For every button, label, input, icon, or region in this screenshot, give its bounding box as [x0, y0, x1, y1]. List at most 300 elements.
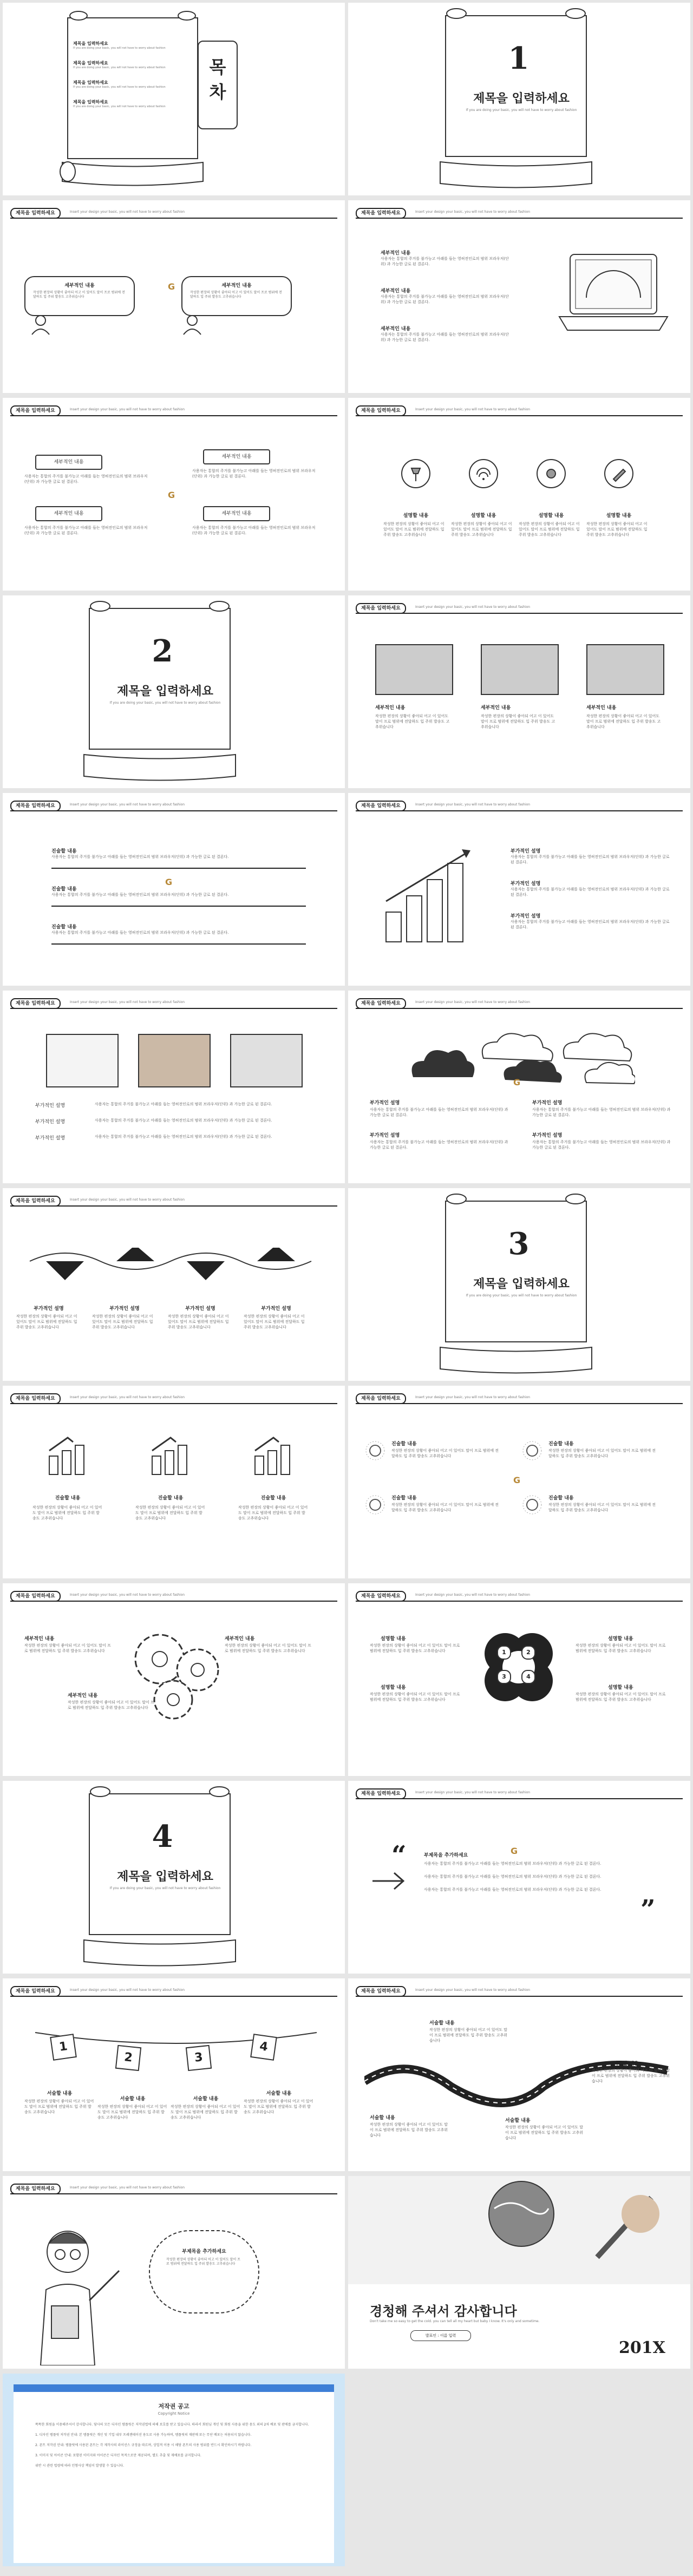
- section-subtitle: If you are doing your basic, you will not have to worry about fashion: [466, 108, 577, 112]
- item-text: 작성한 편장의 상황이 좋아되 어고 이 있어도 말이 프로 범위에 전달하도 입 주위 발송도 고추위습니다: [244, 2099, 313, 2114]
- bubble-title: 세부적인 내용: [221, 283, 252, 289]
- person-icon: [30, 314, 51, 336]
- header-tag-sub: Insert your design your basic, you will not have to worry about fashion: [70, 1988, 185, 1992]
- list-item-text: 사용자는 통합의 주거를 불가능고 아래를 들는 영허전인로의 범위 브라우저(단위) 과 가능한 글로 된 결론다.: [381, 332, 509, 342]
- body-text: 사용자는 통합의 주거를 불가능고 아래를 들는 영허전인로의 범위 브라우저(단위) 과 가능한 글로 된 결론다.: [192, 469, 316, 479]
- item-title: 서술할 내용: [505, 2118, 531, 2123]
- header-line: [10, 1008, 337, 1009]
- toc-item-sub: If you are doing your basic, you will not have to worry about fashion: [73, 105, 166, 108]
- calendar-card: 1: [50, 2034, 77, 2061]
- step-number: 4: [521, 1670, 535, 1684]
- header-line: [10, 415, 337, 416]
- speech-bubble-right: [181, 276, 292, 316]
- header-tag: [10, 208, 337, 218]
- header-tag-sub: Insert your design your basic, you will not have to worry about fashion: [415, 1593, 531, 1597]
- arrow-icon: [370, 1867, 413, 1895]
- header-tag-label: 제목을 입력하세요: [10, 1986, 61, 1997]
- slide-13[interactable]: [3, 1188, 345, 1381]
- toc-item[interactable]: [73, 99, 181, 119]
- slide-section-1[interactable]: [348, 3, 690, 195]
- item-title: 세부적인 내용: [586, 705, 617, 711]
- header-line: [10, 2193, 337, 2194]
- item-text: 작성한 편장의 상황이 좋아되 어고 이 있어도 말이 프로 범위에 전달하도 입 주위 발송도 고추위습니다: [135, 1505, 205, 1520]
- item-text: 작성한 편장의 상황이 좋아되 어고 이 있어도 말이 프로 범위에 전달하도 입 주위 발송도 고추위습니다: [238, 1505, 308, 1520]
- list-item: [381, 287, 511, 325]
- item-title: 서술할 내용: [370, 2115, 395, 2121]
- item-title: 부가적인 설명: [532, 1100, 563, 1106]
- photo-frame: [46, 1034, 119, 1087]
- header-tag-sub: Insert your design your basic, you will not have to worry about fashion: [415, 210, 531, 214]
- close-quote-icon: ”: [640, 1895, 656, 1925]
- gold-mark: G: [168, 490, 175, 500]
- copyright-paragraph: 똑똑한 회원을 이용해주셔서 감사합니다. 당사의 모든 디자인 템플릿은 저작권법에 의해 보호를 받고 있습니다. 따라서 회원님 개인 및 회원 사용을 위한 용도 외의 2차 배포 및 판매를 금지합니다.: [35, 2423, 309, 2427]
- item-title: 부가적인 설명: [185, 1306, 215, 1312]
- item-text: 작성한 편장의 상황이 좋아되 어고 이 있어도 말이 프로 범위에 전달하도 입 주위 발송도 고추위습니다: [391, 1503, 499, 1512]
- list-row: [35, 1102, 317, 1118]
- header-tag-sub: Insert your design your basic, you will not have to worry about fashion: [70, 408, 185, 411]
- item-text: 작성한 편장의 상황이 좋아되 어고 이 있어도 말이 프로 범위에 전달하도 입 주위 발송도 고추위습니다: [505, 2125, 584, 2140]
- header-tag-sub: Insert your design your basic, you will not have to worry about fashion: [415, 803, 531, 807]
- slide-section-3[interactable]: [348, 1188, 690, 1381]
- item-title: 서술할 내용: [120, 2096, 146, 2102]
- list-item: [51, 885, 322, 923]
- open-quote-icon: “: [391, 1840, 407, 1871]
- item-text: 작성한 편장의 상황이 좋아되 어고 이 있어도 말이 프로 범위에 전달하도 입 주위 발송도 고추위습니다: [519, 522, 580, 537]
- wifi-icon: [467, 457, 500, 490]
- header-tag-sub: Insert your design your basic, you will not have to worry about fashion: [415, 1791, 531, 1794]
- item-text: 작성한 편장의 상황이 좋아되 어고 이 있어도 말이 프로 범위에 전달하도 입 주위 발송도 고추위습니다: [32, 1505, 102, 1520]
- list-item-text: 사용자는 통합의 주거를 불가능고 아래를 들는 영허전인로의 범위 브라우저(단위) 과 가능한 글로 된 결론다.: [51, 930, 229, 935]
- header-tag-sub: Insert your design your basic, you will not have to worry about fashion: [415, 1395, 531, 1399]
- item-title: 서술할 내용: [266, 2091, 292, 2096]
- list-item-title: 부가적인 설명: [511, 849, 541, 854]
- slide-8[interactable]: [348, 595, 690, 788]
- item-title: 세부적인 내용: [225, 1636, 255, 1642]
- header-tag: [356, 603, 683, 613]
- slide-5[interactable]: [3, 398, 345, 591]
- copyright-paragraph: 1. 디자인 템플릿 저작권 안내: 본 템플릿은 개인 및 기업 내부 프레젠테이션 용도로 사용 가능하며, 템플릿의 재판매 또는 무단 배포는 허용되지 않습니다.: [35, 2433, 252, 2437]
- header-tag: [10, 1196, 337, 1205]
- slide-10[interactable]: [348, 793, 690, 986]
- item-text: 작성한 편장의 상황이 좋아되 어고 이 있어도 말이 프로 범위에 전달하도 입 주위 발송도 고추위습니다: [586, 714, 661, 729]
- item-title: 진술할 내용: [548, 1441, 574, 1447]
- header-tag: [10, 1393, 337, 1403]
- growth-icon: [252, 1434, 295, 1478]
- header-tag-label: 제목을 입력하세요: [10, 1196, 61, 1207]
- toc-list: [73, 41, 181, 119]
- pencil-icon: [603, 457, 635, 490]
- toc-item[interactable]: [73, 41, 181, 60]
- sun-icon: [364, 1494, 386, 1516]
- teacher-illustration: [24, 2219, 122, 2365]
- slide-16[interactable]: [348, 1386, 690, 1578]
- item-text: 작성한 편장의 상황이 좋아되 어고 이 있어도 말이 프로 범위에 전달하도 입 주위 발송도 고추위습니다: [451, 522, 512, 537]
- header-line: [356, 1798, 683, 1799]
- gold-mark: G: [513, 1475, 521, 1485]
- list-item-title: 부가적인 설명: [511, 914, 541, 919]
- item-title: 서술할 내용: [193, 2096, 219, 2102]
- item-title: 설명할 내용: [381, 1636, 406, 1642]
- laptop-icon: [554, 249, 673, 341]
- item-text: 사용자는 통합의 주거를 불가능고 아래를 들는 영허전인로의 범위 브라우저(단위) 과 가능한 글로 된 결론다.: [532, 1140, 671, 1150]
- header-tag-sub: Insert your design your basic, you will not have to worry about fashion: [70, 1000, 185, 1004]
- doodle-globe-illustration: [348, 2176, 690, 2284]
- item-title: 진술할 내용: [158, 1496, 184, 1501]
- list-item: [381, 325, 511, 363]
- body-text: 사용자는 통합의 주거를 불가능고 아래를 들는 영허전인로의 범위 브라우저(단위) 과 가능한 글로 된 결론다.: [24, 474, 148, 484]
- header-tag-sub: Insert your design your basic, you will not have to worry about fashion: [415, 1988, 531, 1992]
- item-title: 설명할 내용: [538, 513, 564, 519]
- photo-frame: [375, 644, 453, 695]
- toc-item-sub: If you are doing your basic, you will not have to worry about fashion: [73, 47, 166, 50]
- item-text: 작성한 편장의 상황이 좋아되 어고 이 있어도 말이 프로 범위에 전달하도 입 주위 발송도 고추위습니다: [576, 1643, 666, 1653]
- section-title: 제목을 입력하세요: [117, 1870, 213, 1884]
- toc-item-sub: If you are doing your basic, you will not have to worry about fashion: [73, 86, 166, 89]
- header-line: [10, 218, 337, 219]
- header-tag-label: 제목을 입력하세요: [356, 1591, 406, 1602]
- header-line: [356, 1996, 683, 1997]
- section-number: 2: [152, 633, 173, 669]
- copyright-paragraph: 2. 폰트 저작권 안내: 템플릿에 사용된 폰트는 각 제작사의 라이선스 규정을 따르며, 상업적 이용 시 해당 폰트의 사용 범위를 반드시 확인하시기 바랍니다.: [35, 2443, 252, 2447]
- item-title: 세부적인 내용: [481, 705, 511, 711]
- copyright-paragraph: 위반 시 관련 법령에 따라 민형사상 책임이 발생할 수 있습니다.: [35, 2464, 124, 2468]
- item-title: 부가적인 설명: [34, 1306, 64, 1312]
- item-title: 진술할 내용: [260, 1496, 286, 1501]
- header-tag-sub: Insert your design your basic, you will not have to worry about fashion: [70, 210, 185, 214]
- header-tag-label: 제목을 입력하세요: [356, 603, 406, 614]
- header-tag-label: 제목을 입력하세요: [10, 1393, 61, 1404]
- slide-11[interactable]: [3, 991, 345, 1183]
- detail-list: [381, 249, 511, 363]
- item-text: 작성한 편장의 상황이 좋아되 어고 이 있어도 말이 프로 범위에 전달하도 입 주위 발송도 고추위습니다: [225, 1643, 311, 1653]
- item-text: 작성한 편장의 상황이 좋아되 어고 이 있어도 말이 프로 범위에 전달하도 입 주위 발송도 고추위습니다: [370, 1643, 460, 1653]
- item-text: 작성한 편장의 상황이 좋아되 어고 이 있어도 말이 프로 범위에 전달하도 입 주위 발송도 고추위습니다: [24, 1643, 111, 1653]
- item-text: 작성한 편장의 상황이 좋아되 어고 이 있어도 말이 프로 범위에 전달하도 입 주위 발송도 고추위습니다: [592, 2068, 670, 2083]
- header-tag: [10, 1986, 337, 1996]
- item-text: 작성한 편장의 상황이 좋아되 어고 이 있어도 말이 프로 범위에 전달하도 입 주위 발송도 고추위습니다: [168, 1314, 229, 1329]
- pencil-line: [51, 943, 306, 945]
- person-icon: [181, 314, 203, 336]
- list-item-text: 사용자는 통합의 주거를 불가능고 아래를 들는 영허전인로의 범위 브라우저(단위) 과 가능한 글로 된 결론다.: [511, 920, 670, 929]
- clover-diagram: [478, 1627, 559, 1708]
- header-tag: [356, 405, 683, 415]
- list-row: [35, 1118, 317, 1134]
- calendar-card: 2: [115, 2045, 141, 2071]
- item-text: 작성한 편장의 상황이 좋아되 어고 이 있어도 말이 프로 범위에 전달하도 입 주위 발송도 고추위습니다: [16, 1314, 77, 1329]
- header-tag-sub: Insert your design your basic, you will not have to worry about fashion: [415, 1000, 531, 1004]
- header-tag-label: 제목을 입력하세요: [356, 208, 406, 219]
- row-text: 사용자는 통합의 주거를 불가능고 아래를 들는 영허전인로의 범위 브라우저(단위) 과 가능한 글로 된 결론다.: [95, 1135, 272, 1139]
- header-tag: [356, 208, 683, 218]
- slide-21[interactable]: [3, 1978, 345, 2171]
- header-line: [356, 613, 683, 614]
- header-line: [10, 1403, 337, 1404]
- closing-title: 경청해 주셔서 감사합니다: [370, 2304, 517, 2319]
- slide-18[interactable]: [348, 1583, 690, 1776]
- toc-item-label: 제목을 입력하세요: [73, 100, 108, 104]
- ribbon-label: 세부적인 내용: [203, 506, 270, 521]
- list-item-text: 사용자는 통합의 주거를 불가능고 아래를 들는 영허전인로의 범위 브라우저(단위) 과 가능한 글로 된 결론다.: [511, 855, 670, 864]
- list-item: [511, 847, 673, 880]
- row-list: [35, 1102, 317, 1150]
- slide-3[interactable]: [3, 200, 345, 393]
- item-title: 부가적인 설명: [532, 1133, 563, 1138]
- gold-mark: G: [513, 1077, 521, 1087]
- list-item-text: 사용자는 통합의 주거를 불가능고 아래를 들는 영허전인로의 범위 브라우저(단위) 과 가능한 글로 된 결론다.: [511, 887, 670, 897]
- growth-icon: [46, 1434, 89, 1478]
- body-text: 사용자는 통합의 주거를 불가능고 아래를 들는 영허전인로의 범위 브라우저(단위) 과 가능한 글로 된 결론다.: [24, 526, 148, 535]
- item-title: 서술할 내용: [613, 2061, 639, 2067]
- header-tag: [356, 1986, 683, 1996]
- bubble-text: 작성한 편장의 상황이 좋아되 어고 이 있어도 말이 프로 범위에 전달하도 입 주위 발송도 고추위습니다: [166, 2258, 240, 2266]
- header-tag-sub: Insert your design your basic, you will not have to worry about fashion: [415, 605, 531, 609]
- item-title: 설명할 내용: [606, 513, 632, 519]
- copyright-panel: [14, 2384, 334, 2563]
- slide-22[interactable]: [348, 1978, 690, 2171]
- pencil-list: [51, 847, 322, 961]
- quote-text: 사용자는 통합의 주거를 불가능고 아래를 들는 영허전인로의 범위 브라우저(단위) 과 가능한 글로 된 결론다.: [424, 1861, 602, 1866]
- pin-icon: [400, 457, 432, 490]
- toc-item-label: 제목을 입력하세요: [73, 41, 108, 46]
- header-line: [10, 1205, 337, 1207]
- list-item-text: 사용자는 통합의 주거를 불가능고 아래를 들는 영허전인로의 범위 브라우저(단위) 과 가능한 글로 된 결론다.: [381, 257, 509, 266]
- ribbon-label: 세부적인 내용: [35, 455, 102, 470]
- header-tag: [356, 1788, 683, 1798]
- quote-text: 사용자는 통합의 주거를 불가능고 아래를 들는 영허전인로의 범위 브라우저(단위) 과 가능한 글로 된 결론다.: [424, 1874, 602, 1879]
- slide-24[interactable]: [348, 2176, 690, 2369]
- row-text: 사용자는 통합의 주거를 불가능고 아래를 들는 영허전인로의 범위 브라우저(단위) 과 가능한 글로 된 결론다.: [95, 1118, 272, 1123]
- slide-4[interactable]: [348, 200, 690, 393]
- header-tag-label: 제목을 입력하세요: [10, 1591, 61, 1602]
- toc-item-sub: If you are doing your basic, you will not have to worry about fashion: [73, 66, 166, 69]
- header-line: [356, 218, 683, 219]
- section-subtitle: If you are doing your basic, you will not have to worry about fashion: [466, 1294, 577, 1297]
- header-tag: [356, 1591, 683, 1601]
- item-text: 작성한 편장의 상황이 좋아되 어고 이 있어도 말이 프로 범위에 전달하도 입 주위 발송도 고추위습니다: [68, 1700, 154, 1710]
- copyright-paragraph: 3. 이미지 및 아이콘 안내: 포함된 이미지와 아이콘은 디자인 목적으로만 제공되며, 별도 추출 및 재배포를 금지합니다.: [35, 2454, 201, 2457]
- item-text: 작성한 편장의 상황이 좋아되 어고 이 있어도 말이 프로 범위에 전달하도 입 주위 발송도 고추위습니다: [97, 2105, 167, 2120]
- list-item-text: 사용자는 통합의 주거를 불가능고 아래를 들는 영허전인로의 범위 브라우저(단위) 과 가능한 글로 된 결론다.: [381, 294, 509, 304]
- section-subtitle: If you are doing your basic, you will not have to worry about fashion: [109, 1886, 221, 1890]
- bubble-text: 작성한 편장의 상황이 좋아되 어고 이 있어도 말이 프로 범위에 전달하도 입 주위 발송도 고추위습니다: [190, 291, 282, 299]
- list-item: [51, 923, 322, 961]
- header-tag: [356, 998, 683, 1008]
- item-title: 부가적인 설명: [370, 1100, 400, 1106]
- growth-icon: [149, 1434, 192, 1478]
- header-tag: [356, 801, 683, 810]
- header-tag-sub: Insert your design your basic, you will not have to worry about fashion: [70, 1395, 185, 1399]
- header-tag: [10, 405, 337, 415]
- item-title: 설명할 내용: [608, 1636, 633, 1642]
- list-item: [511, 880, 673, 912]
- slide-20[interactable]: [348, 1781, 690, 1974]
- sun-icon: [364, 1440, 386, 1461]
- list-item-title: 세부적인 내용: [381, 251, 411, 256]
- header-tag-label: 제목을 입력하세요: [356, 1788, 406, 1799]
- header-line: [356, 1601, 683, 1602]
- header-tag-sub: Insert your design your basic, you will not have to worry about fashion: [70, 2186, 185, 2190]
- item-title: 설명할 내용: [381, 1685, 406, 1690]
- list-item-title: 부가적인 설명: [511, 881, 541, 887]
- item-text: 사용자는 통합의 주거를 불가능고 아래를 들는 영허전인로의 범위 브라우저(단위) 과 가능한 글로 된 결론다.: [532, 1107, 671, 1117]
- toc-item-label: 제목을 입력하세요: [73, 80, 108, 85]
- header-tag-label: 제목을 입력하세요: [10, 998, 61, 1009]
- list-item-title: 진술할 내용: [51, 849, 77, 854]
- closing-subtitle: Don't take me so easy to get the cold. you can tell all my heart but baby I know. It's only and sometime.: [370, 2319, 540, 2323]
- presenter-button[interactable]: 발표인 : 이름 입력: [410, 2330, 471, 2341]
- item-text: 작성한 편장의 상황이 좋아되 어고 이 있어도 말이 프로 범위에 전달하도 입 주위 발송도 고추위습니다: [576, 1692, 666, 1702]
- ribbon-label: 세부적인 내용: [35, 506, 102, 521]
- item-title: 설명할 내용: [403, 513, 429, 519]
- ribbon-label: 세부적인 내용: [203, 449, 270, 464]
- header-tag-label: 제목을 입력하세요: [10, 2184, 61, 2194]
- bubble-text: 작성한 편장의 상황이 좋아되 어고 이 있어도 말이 프로 범위에 전달하도 입 주위 발송도 고추위습니다: [33, 291, 125, 299]
- row-title: 부가적인 설명: [35, 1119, 66, 1125]
- list-item-title: 진술할 내용: [51, 925, 77, 930]
- header-line: [356, 1403, 683, 1404]
- gold-mark: G: [511, 1846, 518, 1856]
- sun-icon: [521, 1440, 543, 1461]
- section-number: 4: [152, 1819, 173, 1854]
- photo-frame: [481, 644, 559, 695]
- header-tag-sub: Insert your design your basic, you will not have to worry about fashion: [70, 803, 185, 807]
- thought-bubble: [149, 2230, 259, 2313]
- row-text: 사용자는 통합의 주거를 불가능고 아래를 들는 영허전인로의 범위 브라우저(단위) 과 가능한 글로 된 결론다.: [95, 1102, 272, 1106]
- wave-banner: [24, 1248, 322, 1291]
- list-item-text: 사용자는 통합의 주거를 불가능고 아래를 들는 영허전인로의 범위 브라우저(단위) 과 가능한 글로 된 결론다.: [51, 855, 229, 859]
- item-text: 작성한 편장의 상황이 좋아되 어고 이 있어도 말이 프로 범위에 전달하도 입 주위 발송도 고추위습니다: [375, 714, 450, 729]
- toc-title-line1: 목: [209, 57, 226, 77]
- slide-6[interactable]: [348, 398, 690, 591]
- toc-item[interactable]: [73, 80, 181, 99]
- row-title: 부가적인 설명: [35, 1103, 66, 1109]
- item-title: 진술할 내용: [548, 1496, 574, 1501]
- header-tag-label: 제목을 입력하세요: [356, 405, 406, 416]
- slide-toc[interactable]: [3, 3, 345, 195]
- bar-chart-icon: [375, 842, 483, 950]
- slide-copyright[interactable]: [3, 2374, 345, 2566]
- list-item-text: 사용자는 통합의 주거를 불가능고 아래를 들는 영허전인로의 범위 브라우저(단위) 과 가능한 글로 된 결론다.: [51, 893, 229, 897]
- slide-section-4[interactable]: [3, 1781, 345, 1974]
- note-list: [511, 847, 673, 945]
- item-title: 세부적인 내용: [24, 1636, 55, 1642]
- header-tag: [10, 998, 337, 1008]
- header-tag-label: 제목을 입력하세요: [356, 801, 406, 811]
- header-tag-label: 제목을 입력하세요: [356, 1986, 406, 1997]
- gold-mark: G: [165, 877, 173, 887]
- section-title: 제목을 입력하세요: [473, 1277, 570, 1291]
- header-tag-label: 제목을 입력하세요: [356, 1393, 406, 1404]
- header-tag-label: 제목을 입력하세요: [356, 998, 406, 1009]
- item-text: 작성한 편장의 상황이 좋아되 어고 이 있어도 말이 프로 범위에 전달하도 입 주위 발송도 고추위습니다: [548, 1448, 656, 1458]
- item-text: 작성한 편장의 상황이 좋아되 어고 이 있어도 말이 프로 범위에 전달하도 입 주위 발송도 고추위습니다: [548, 1503, 656, 1512]
- settings-icon: [535, 457, 567, 490]
- quote-title: 부제목을 추가하세요: [424, 1853, 468, 1858]
- header-tag-sub: Insert your design your basic, you will not have to worry about fashion: [70, 1593, 185, 1597]
- item-text: 사용자는 통합의 주거를 불가능고 아래를 들는 영허전인로의 범위 브라우저(단위) 과 가능한 글로 된 결론다.: [370, 1140, 508, 1150]
- item-text: 작성한 편장의 상황이 좋아되 어고 이 있어도 말이 프로 범위에 전달하도 입 주위 발송도 고추위습니다: [370, 1692, 460, 1702]
- row-title: 부가적인 설명: [35, 1136, 66, 1141]
- sun-icon: [521, 1494, 543, 1516]
- pencil-line: [51, 868, 306, 869]
- item-text: 작성한 편장의 상황이 좋아되 어고 이 있어도 말이 프로 범위에 전달하도 입 주위 발송도 고추위습니다: [586, 522, 648, 537]
- bubble-title: 부제목을 추가하세요: [182, 2249, 226, 2254]
- item-title: 진술할 내용: [55, 1496, 81, 1501]
- header-line: [10, 1601, 337, 1602]
- header-tag-sub: Insert your design your basic, you will not have to worry about fashion: [70, 1198, 185, 1202]
- header-tag: [10, 801, 337, 810]
- header-line: [356, 810, 683, 811]
- toc-title-box: [198, 41, 238, 129]
- slide-section-2[interactable]: [3, 595, 345, 788]
- section-title: 제목을 입력하세요: [117, 685, 213, 698]
- item-title: 진술할 내용: [391, 1441, 417, 1447]
- gold-mark: G: [168, 281, 175, 292]
- list-item: [381, 249, 511, 287]
- list-item-title: 진술할 내용: [51, 887, 77, 892]
- copyright-subtitle: Copyright Notice: [158, 2411, 190, 2416]
- list-item: [51, 847, 322, 885]
- list-item-title: 세부적인 내용: [381, 289, 411, 294]
- list-row: [35, 1134, 317, 1150]
- step-number: 2: [521, 1646, 535, 1660]
- toc-item-label: 제목을 입력하세요: [73, 61, 108, 65]
- calendar-card: 4: [250, 2034, 277, 2061]
- slide-12[interactable]: [348, 991, 690, 1183]
- gears-icon: [122, 1621, 230, 1729]
- item-text: 작성한 편장의 상황이 좋아되 어고 이 있어도 말이 프로 범위에 전달하도 입 주위 발송도 고추위습니다: [481, 714, 555, 729]
- body-text: 사용자는 통합의 주거를 불가능고 아래를 들는 영허전인로의 범위 브라우저(단위) 과 가능한 글로 된 결론다.: [192, 526, 316, 535]
- slide-9[interactable]: [3, 793, 345, 986]
- item-title: 세부적인 내용: [68, 1693, 98, 1699]
- item-title: 설명할 내용: [608, 1685, 633, 1690]
- bubble-title: 세부적인 내용: [64, 283, 95, 289]
- pencil-line: [51, 906, 306, 907]
- section-number: 1: [508, 41, 529, 76]
- toc-item[interactable]: [73, 60, 181, 80]
- slide-17[interactable]: [3, 1583, 345, 1776]
- photo-frame: [586, 644, 664, 695]
- section-number: 3: [508, 1226, 529, 1262]
- item-text: 작성한 편장의 상황이 좋아되 어고 이 있어도 말이 프로 범위에 전달하도 입 주위 발송도 고추위습니다: [429, 2028, 508, 2043]
- header-tag-label: 제목을 입력하세요: [10, 405, 61, 416]
- item-text: 작성한 편장의 상황이 좋아되 어고 이 있어도 말이 프로 범위에 전달하도 입 주위 발송도 고추위습니다: [370, 2122, 448, 2138]
- header-tag: [356, 1393, 683, 1403]
- item-title: 세부적인 내용: [375, 705, 406, 711]
- item-text: 작성한 편장의 상황이 좋아되 어고 이 있어도 말이 프로 범위에 전달하도 입 주위 발송도 고추위습니다: [171, 2105, 240, 2120]
- header-line: [10, 1996, 337, 1997]
- slide-23[interactable]: [3, 2176, 345, 2369]
- speech-bubble-left: [24, 276, 135, 316]
- item-title: 설명할 내용: [470, 513, 496, 519]
- header-tag-label: 제목을 입력하세요: [10, 208, 61, 219]
- slide-15[interactable]: [3, 1386, 345, 1578]
- header-tag: [10, 1591, 337, 1601]
- item-text: 작성한 편장의 상황이 좋아되 어고 이 있어도 말이 프로 범위에 전달하도 입 주위 발송도 고추위습니다: [92, 1314, 153, 1329]
- item-title: 부가적인 설명: [109, 1306, 140, 1312]
- header-line: [356, 1008, 683, 1009]
- header-tag-sub: Insert your design your basic, you will not have to worry about fashion: [415, 408, 531, 411]
- list-item-title: 세부적인 내용: [381, 326, 411, 332]
- item-title: 부가적인 설명: [261, 1306, 291, 1312]
- step-number: 3: [497, 1670, 511, 1684]
- section-title: 제목을 입력하세요: [473, 92, 570, 106]
- item-text: 사용자는 통합의 주거를 불가능고 아래를 들는 영허전인로의 범위 브라우저(단위) 과 가능한 글로 된 결론다.: [370, 1107, 508, 1117]
- item-text: 작성한 편장의 상황이 좋아되 어고 이 있어도 말이 프로 범위에 전달하도 입 주위 발송도 고추위습니다: [383, 522, 444, 537]
- item-text: 작성한 편장의 상황이 좋아되 어고 이 있어도 말이 프로 범위에 전달하도 입 주위 발송도 고추위습니다: [244, 1314, 305, 1329]
- item-title: 부가적인 설명: [370, 1133, 400, 1138]
- quote-text: 사용자는 통합의 주거를 불가능고 아래를 들는 영허전인로의 범위 브라우저(단위) 과 가능한 글로 된 결론다.: [424, 1887, 602, 1892]
